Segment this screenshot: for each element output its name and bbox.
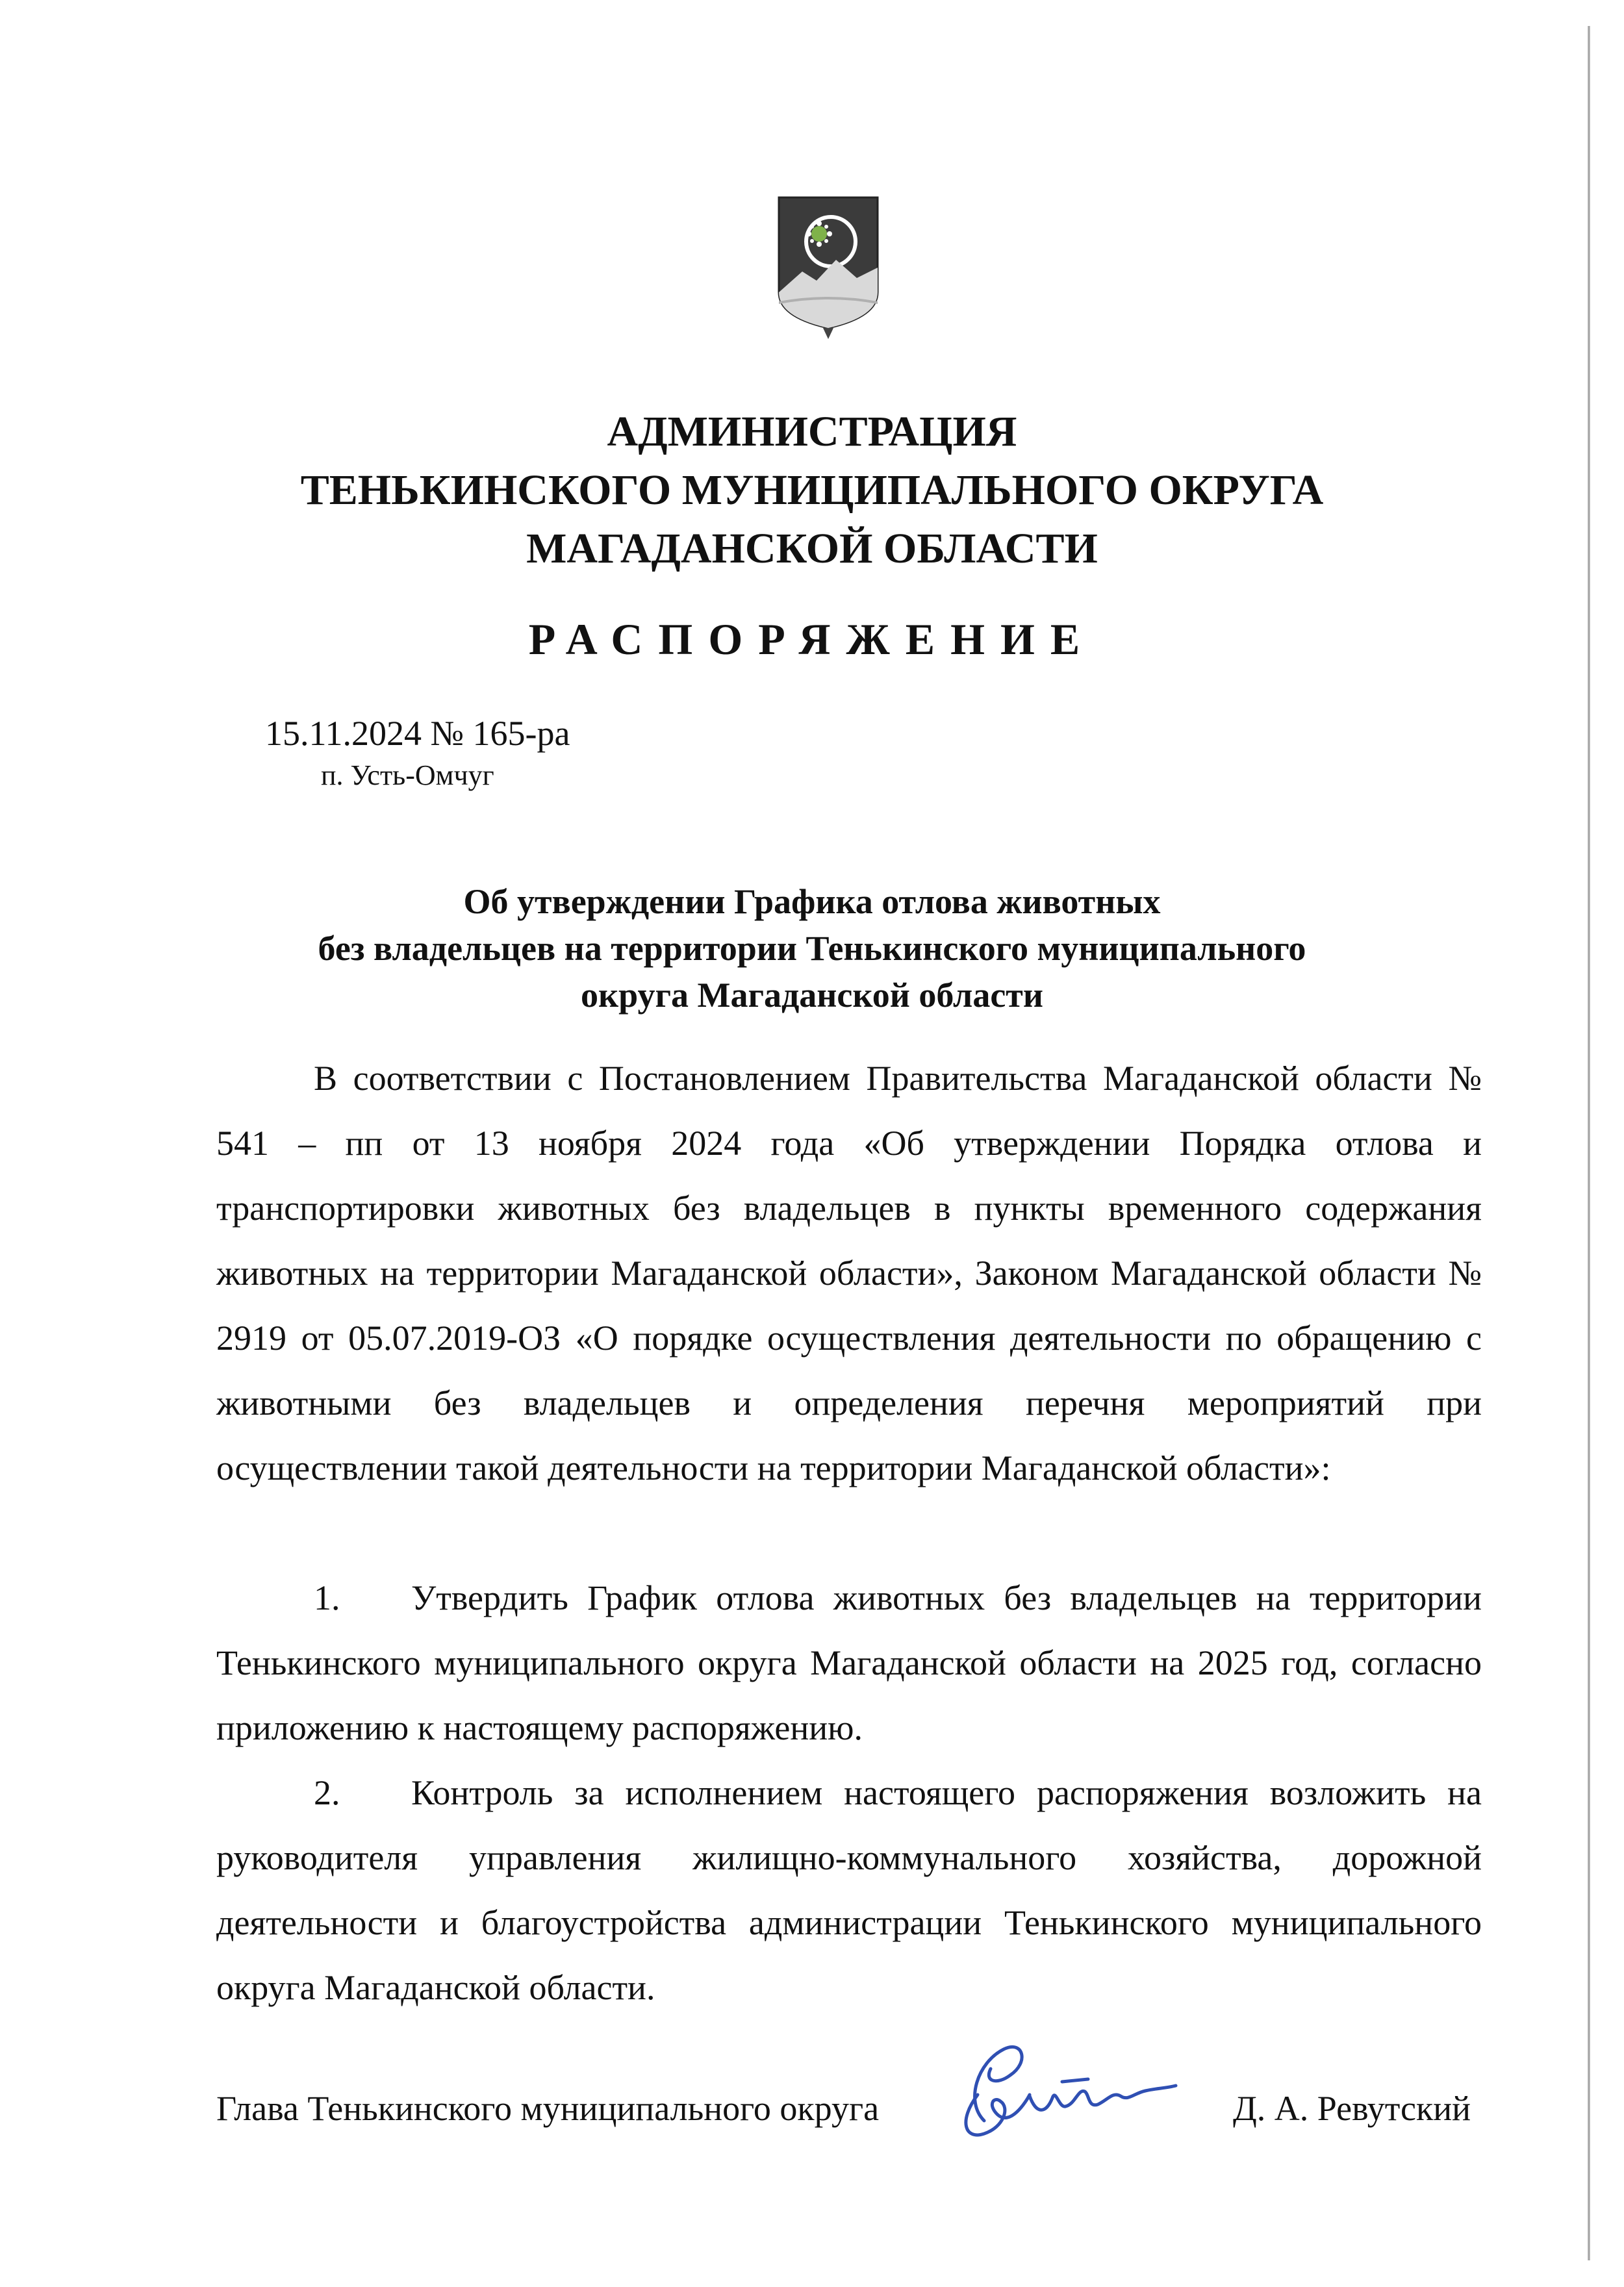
item-text: Контроль за исполнением настоящего распоряжения возложить на руководителя управления жилищно-коммунального хозяйства, дорожной деятельности и благоустройства администрации Тенькинского муниципального округа Магаданской области. [216,1773,1482,2007]
document-subject [0,878,1624,1018]
place-of-issue: п. Усть-Омчуг [321,759,494,791]
item-text: Утвердить График отлова животных без владельцев на территории Тенькинского муниципального округа Магаданской области на 2025 год, согласно приложению к настоящему распоряжению. [216,1578,1482,1747]
org-line-1: АДМИНИСТРАЦИЯ [607,408,1017,455]
signatory-name: Д. А. Ревутский [1232,2089,1471,2128]
subject-line-1: Об утверждении Графика отлова животных [463,882,1161,921]
item-number: 1. [314,1578,340,1617]
subject-line-2: без владельцев на территории Тенькинского муниципального [318,929,1306,968]
list-item [216,1565,1482,1760]
scan-edge-line [1588,26,1590,2260]
org-line-3: МАГАДАНСКОЙ ОБЛАСТИ [526,525,1098,572]
date-number: 15.11.2024 № 165-ра [265,714,570,753]
item-number: 2. [314,1773,340,1812]
org-line-2: ТЕНЬКИНСКОГО МУНИЦИПАЛЬНОГО ОКРУГА [300,466,1324,514]
signatory-title: Глава Тенькинского муниципального округа [216,2089,880,2128]
document-type: РАСПОРЯЖЕНИЕ [528,614,1096,664]
preamble-paragraph: В соответствии с Постановлением Правительства Магаданской области № 541 – пп от 13 ноября 2024 года «Об утверждении Порядка отлова и транспортировки животных без владельцев в пункты временного содержания животных на территории Магаданской области», Законом Магаданской области № 2919 от 05.07.2019-ОЗ «О порядке осуществления деятельности по обращению с животными без владельцев и определения перечня мероприятий при осуществлении такой деятельности на территории Магаданской области»: [216,1059,1482,1487]
handwritten-signature-icon [939,2023,1186,2153]
organization-name [0,403,1624,578]
subject-line-3: округа Магаданской области [581,976,1043,1015]
list-item [216,1760,1482,2020]
coat-of-arms-icon [776,195,880,341]
